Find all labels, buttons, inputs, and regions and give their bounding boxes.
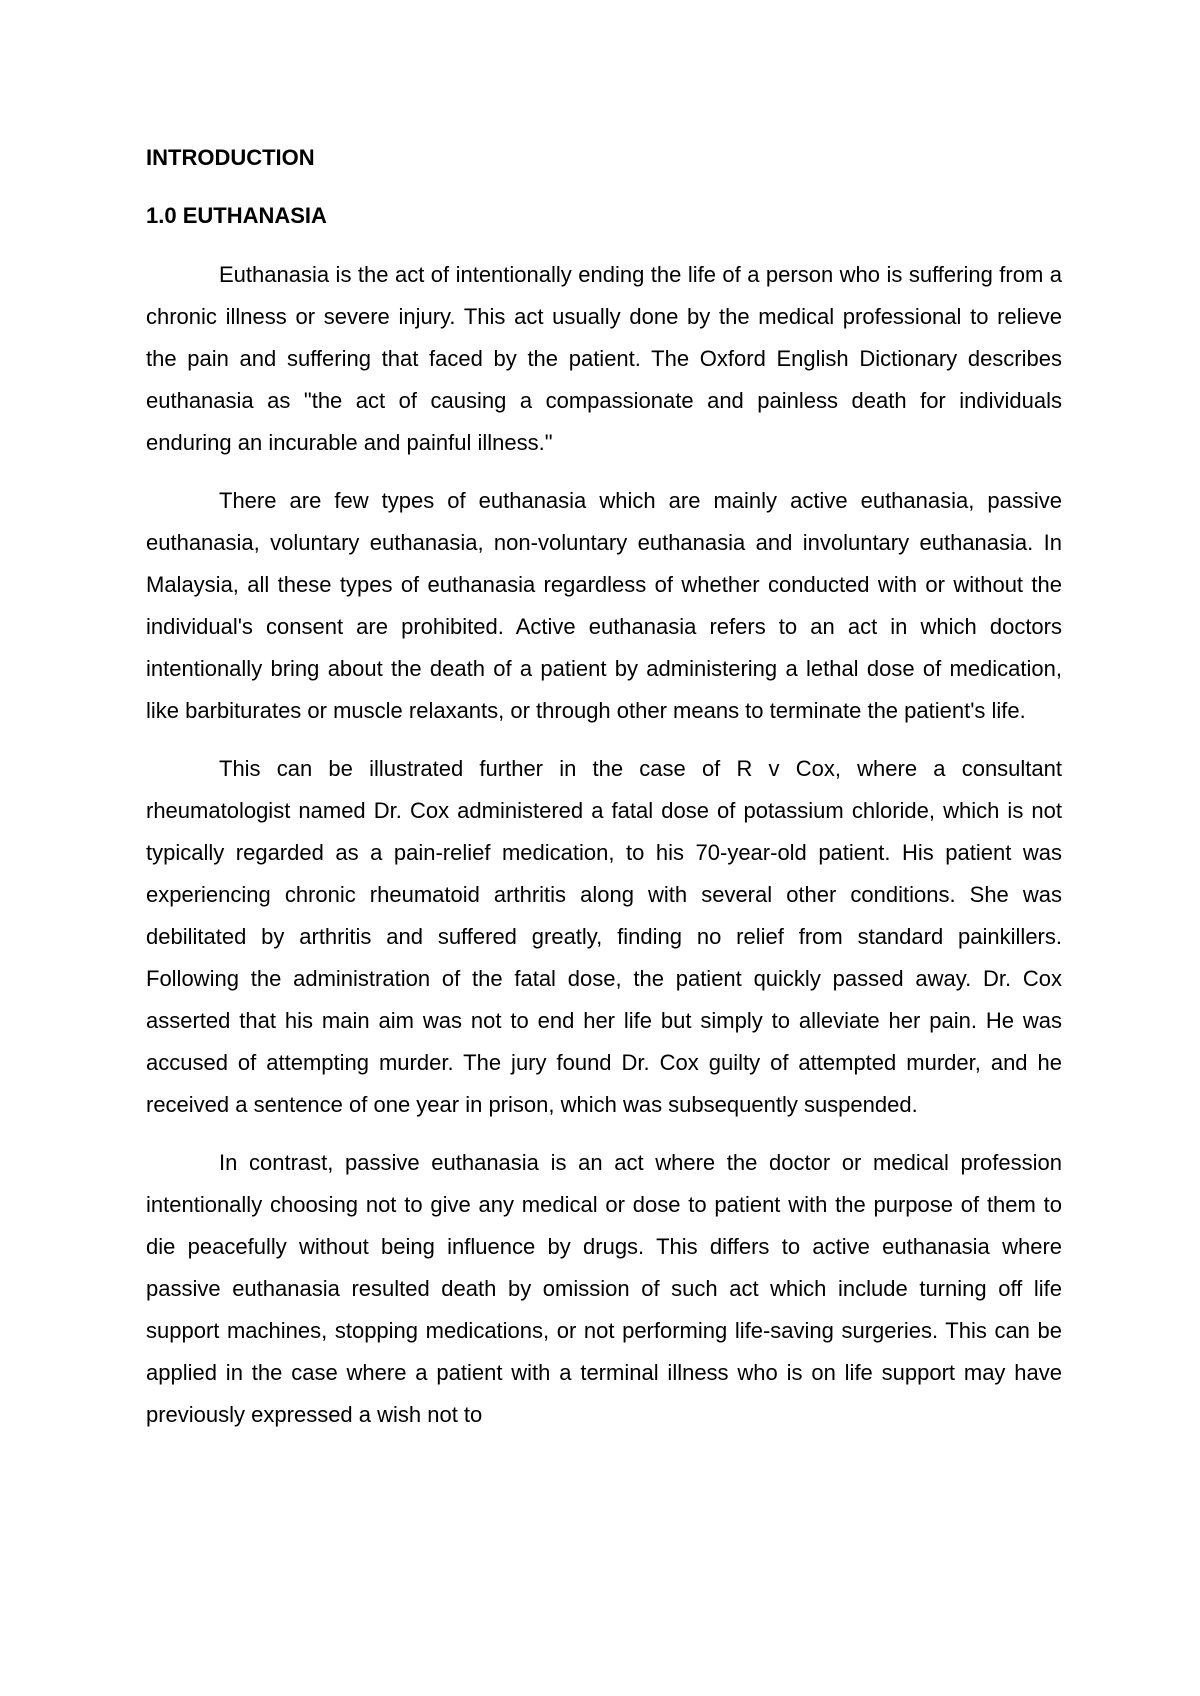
- paragraph-definition: Euthanasia is the act of intentionally ending the life of a person who is suffering from a chronic illness or severe injury. This act usually done by the medical professional to relieve the pain and suffering that faced by the patient. The Oxford English Dictionary describes euthanasia as "the act of causing a compassionate and painless death for individuals enduring an incurable and painful illness.": [146, 262, 1062, 455]
- paragraph-types: There are few types of euthanasia which are mainly active euthanasia, passive euthanasia, voluntary euthanasia, non-voluntary euthanasia and involuntary euthanasia. In Malaysia, all these types of euthanasia regardless of whether conducted with or without the individual's consent are prohibited. Active euthanasia refers to an act in which doctors intentionally bring about the death of a patient by administering a lethal dose of medication, like barbiturates or muscle relaxants, or through other means to terminate the patient's life.: [146, 488, 1062, 723]
- section-title: 1.0 EUTHANASIA: [146, 203, 327, 228]
- page-content: [146, 140, 1062, 1452]
- paragraph-r-v-cox: This can be illustrated further in the case of R v Cox, where a consultant rheumatologist named Dr. Cox administered a fatal dose of potassium chloride, which is not typically regarded as a pain-relief medication, to his 70-year-old patient. His patient was experiencing chronic rheumatoid arthritis along with several other conditions. She was debilitated by arthritis and suffered greatly, finding no relief from standard painkillers. Following the administration of the fatal dose, the patient quickly passed away. Dr. Cox asserted that his main aim was not to end her life but simply to alleviate her pain. He was accused of attempting murder. The jury found Dr. Cox guilty of attempted murder, and he received a sentence of one year in prison, which was subsequently suspended.: [146, 756, 1062, 1117]
- document-heading: INTRODUCTION: [146, 145, 315, 170]
- paragraph-passive-euthanasia: In contrast, passive euthanasia is an act where the doctor or medical profession intentionally choosing not to give any medical or dose to patient with the purpose of them to die peacefully without being influence by drugs. This differs to active euthanasia where passive euthanasia resulted death by omission of such act which include turning off life support machines, stopping medications, or not performing life-saving surgeries. This can be applied in the case where a patient with a terminal illness who is on life support may have previously expressed a wish not to: [146, 1150, 1062, 1427]
